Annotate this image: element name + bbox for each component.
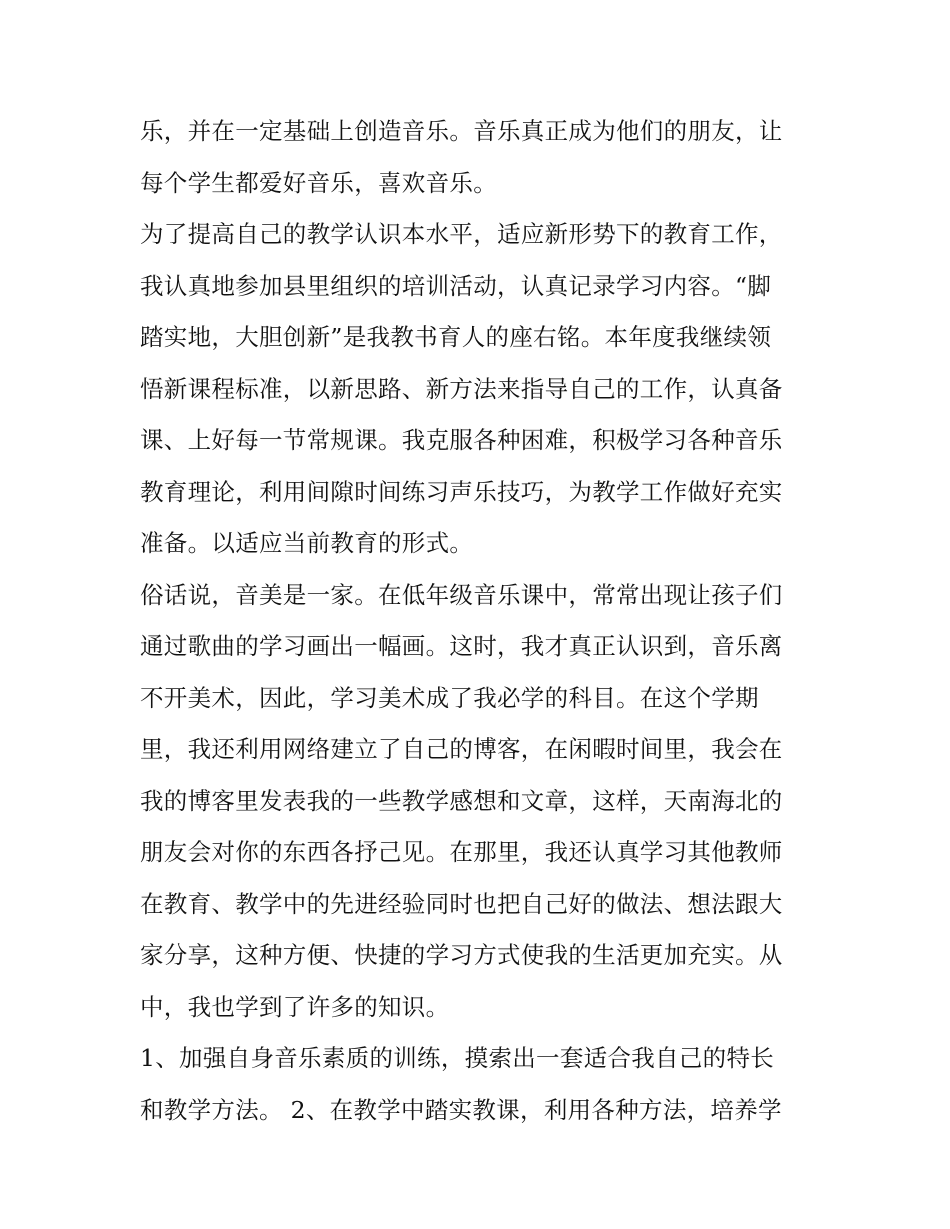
text-line: 每个学生都爱好音乐，喜欢音乐。: [140, 168, 497, 197]
text-line: 不开美术，因此，学习美术成了我必学的科目。在这个学期: [140, 683, 759, 712]
text-line: 我的博客里发表我的一些教学感想和文章，这样，天南海北的: [140, 786, 783, 815]
text-line: 家分享，这种方便、快捷的学习方式使我的生活更加充实。从: [140, 941, 783, 969]
text-line: 我认真地参加县里组织的培训活动，认真记录学习内容。“脚: [140, 271, 772, 300]
text-line: 里，我还利用网络建立了自己的博客，在闲暇时间里，我会在: [140, 735, 783, 763]
text-line: 悟新课程标准，以新思路、新方法来指导自己的工作，认真备: [140, 374, 783, 403]
text-line: 为了提高自己的教学认识本水平，适应新形势下的教育工作，: [140, 220, 783, 248]
text-line: 俗话说，音美是一家。在低年级音乐课中，常常出现让孩子们: [140, 580, 783, 609]
document-body: [140, 106, 820, 1136]
text-line: 踏实地，大胆创新”是我教书育人的座右铭。本年度我继续领: [140, 323, 772, 351]
text-line: 准备。以适应当前教育的形式。: [140, 529, 474, 557]
text-line: 和教学方法。 2、在教学中踏实教课，利用各种方法，培养学: [140, 1095, 782, 1124]
text-line: 朋友会对你的东西各抒己见。在那里，我还认真学习其他教师: [140, 838, 783, 866]
text-line: 教育理论，利用间隙时间练习声乐技巧，为教学工作做好充实: [140, 477, 783, 506]
text-line: 中，我也学到了许多的知识。: [140, 992, 450, 1021]
text-line: 通过歌曲的学习画出一幅画。这时，我才真正认识到，音乐离: [140, 632, 783, 660]
text-line: 1、加强自身音乐素质的训练，摸索出一套适合我自己的特长: [140, 1044, 775, 1072]
text-line: 课、上好每一节常规课。我克服各种困难，积极学习各种音乐: [140, 426, 783, 454]
text-line: 在教育、教学中的先进经验同时也把自己好的做法、想法跟大: [140, 889, 783, 918]
text-line: 乐，并在一定基础上创造音乐。音乐真正成为他们的朋友，让: [140, 117, 783, 145]
